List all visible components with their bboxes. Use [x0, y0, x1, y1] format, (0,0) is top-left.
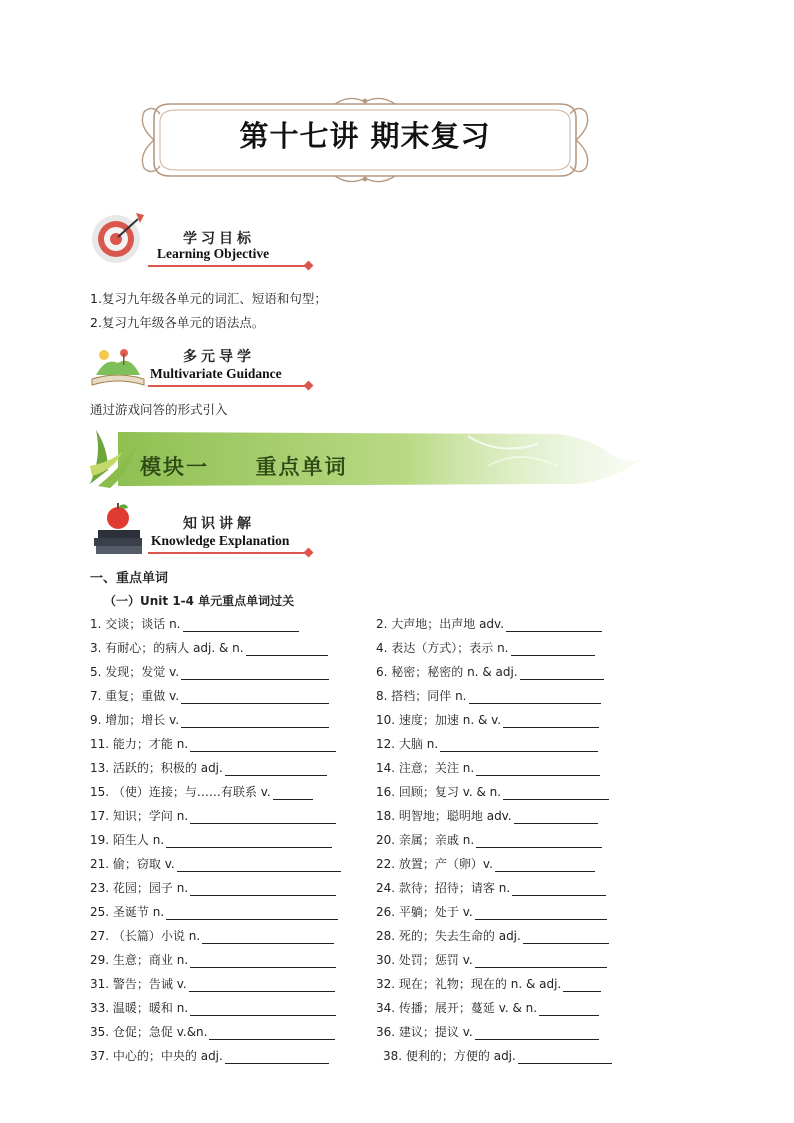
- objective-heading-cn: 学习目标: [183, 231, 255, 247]
- vocab-item: 36. 建议；提议 v.: [376, 1023, 599, 1040]
- answer-blank[interactable]: [190, 955, 336, 968]
- answer-blank[interactable]: [190, 883, 336, 896]
- answer-blank[interactable]: [166, 907, 338, 920]
- vocab-item: 20. 亲属；亲戚 n.: [376, 831, 602, 848]
- answer-blank[interactable]: [475, 1027, 599, 1040]
- answer-blank[interactable]: [475, 955, 607, 968]
- vocab-item: 29. 生意；商业 n.: [90, 951, 336, 968]
- vocab-item: 7. 重复；重做 v.: [90, 687, 329, 704]
- objective-item-1: 1.复习九年级各单元的词汇、短语和句型；: [90, 291, 327, 306]
- vocab-item: 10. 速度；加速 n. & v.: [376, 711, 599, 728]
- vocab-item: 38. 便利的；方便的 adj.: [383, 1047, 612, 1064]
- vocab-item: 13. 活跃的；积极的 adj.: [90, 759, 327, 776]
- guidance-diamond: [304, 381, 314, 391]
- vocab-item: 31. 警告；告诫 v.: [90, 975, 335, 992]
- vocab-item: 22. 放置；产（卵）v.: [376, 855, 595, 872]
- answer-blank[interactable]: [563, 979, 601, 992]
- vocab-item: 24. 款待；招待；请客 n.: [376, 879, 606, 896]
- answer-blank[interactable]: [189, 979, 335, 992]
- module-title: 模块一 重点单词: [140, 454, 348, 479]
- answer-blank[interactable]: [225, 1051, 329, 1064]
- vocab-item: 4. 表达（方式）；表示 n.: [376, 639, 595, 656]
- answer-blank[interactable]: [518, 1051, 612, 1064]
- vocab-item: 9. 增加；增长 v.: [90, 711, 329, 728]
- answer-blank[interactable]: [506, 619, 602, 632]
- answer-blank[interactable]: [511, 643, 595, 656]
- answer-blank[interactable]: [539, 1003, 599, 1016]
- vocab-item: 21. 偷；窃取 v.: [90, 855, 341, 872]
- answer-blank[interactable]: [181, 667, 329, 680]
- book-icon: [88, 343, 148, 389]
- answer-blank[interactable]: [512, 883, 606, 896]
- vocab-item: 6. 秘密；秘密的 n. & adj.: [376, 663, 604, 680]
- vocab-item: 37. 中心的；中央的 adj.: [90, 1047, 329, 1064]
- section-heading: 一、重点单词: [90, 571, 169, 586]
- answer-blank[interactable]: [475, 907, 607, 920]
- vocab-item: 1. 交谈；谈话 n.: [90, 615, 299, 632]
- answer-blank[interactable]: [469, 691, 601, 704]
- answer-blank[interactable]: [181, 715, 329, 728]
- answer-blank[interactable]: [181, 691, 329, 704]
- guidance-heading-cn: 多元导学: [183, 349, 255, 365]
- apple-books-icon: [92, 500, 146, 558]
- answer-blank[interactable]: [183, 619, 299, 632]
- guidance-text: 通过游戏问答的形式引入: [90, 402, 228, 417]
- vocab-item: 30. 处罚；惩罚 v.: [376, 951, 607, 968]
- vocab-item: 32. 现在；礼物；现在的 n. & adj.: [376, 975, 601, 992]
- answer-blank[interactable]: [520, 667, 604, 680]
- answer-blank[interactable]: [209, 1027, 335, 1040]
- vocab-item: 27. （长篇）小说 n.: [90, 927, 334, 944]
- vocab-item: 17. 知识；学问 n.: [90, 807, 336, 824]
- vocab-item: 23. 花园；园子 n.: [90, 879, 336, 896]
- vocab-item: 28. 死的；失去生命的 adj.: [376, 927, 609, 944]
- answer-blank[interactable]: [273, 787, 313, 800]
- answer-blank[interactable]: [514, 811, 598, 824]
- target-icon: [88, 205, 148, 267]
- vocab-item: 3. 有耐心；的病人 adj. & n.: [90, 639, 328, 656]
- vocab-item: 15. （使）连接；与……有联系 v.: [90, 783, 313, 800]
- vocab-item: 19. 陌生人 n.: [90, 831, 332, 848]
- answer-blank[interactable]: [246, 643, 328, 656]
- vocab-item: 11. 能力；才能 n.: [90, 735, 336, 752]
- answer-blank[interactable]: [476, 763, 600, 776]
- answer-blank[interactable]: [523, 931, 609, 944]
- answer-blank[interactable]: [495, 859, 595, 872]
- knowledge-heading-en: Knowledge Explanation: [151, 533, 290, 548]
- knowledge-heading-cn: 知识讲解: [183, 516, 255, 532]
- vocab-item: 34. 传播；展开；蔓延 v. & n.: [376, 999, 599, 1016]
- objective-item-2: 2.复习九年级各单元的语法点。: [90, 315, 265, 330]
- vocab-item: 18. 明智地；聪明地 adv.: [376, 807, 598, 824]
- vocab-item: 5. 发现；发觉 v.: [90, 663, 329, 680]
- answer-blank[interactable]: [503, 787, 609, 800]
- answer-blank[interactable]: [190, 1003, 336, 1016]
- objective-heading-en: Learning Objective: [157, 246, 270, 261]
- vocab-item: 16. 回顾；复习 v. & n.: [376, 783, 609, 800]
- vocab-item: 12. 大脑 n.: [376, 735, 598, 752]
- objective-diamond: [304, 261, 314, 271]
- guidance-heading-en: Multivariate Guidance: [150, 366, 282, 381]
- answer-blank[interactable]: [177, 859, 341, 872]
- answer-blank[interactable]: [202, 931, 334, 944]
- answer-blank[interactable]: [476, 835, 602, 848]
- knowledge-underline: [148, 552, 308, 554]
- answer-blank[interactable]: [503, 715, 599, 728]
- answer-blank[interactable]: [190, 811, 336, 824]
- answer-blank[interactable]: [225, 763, 327, 776]
- vocab-item: 25. 圣诞节 n.: [90, 903, 338, 920]
- subsection-heading: （一）Unit 1-4 单元重点单词过关: [104, 594, 295, 608]
- page-title: 第十七讲 期末复习: [239, 119, 491, 153]
- vocab-item: 35. 仓促；急促 v.&n.: [90, 1023, 335, 1040]
- knowledge-diamond: [304, 548, 314, 558]
- objective-underline: [148, 265, 308, 267]
- vocab-item: 33. 温暖；暖和 n.: [90, 999, 336, 1016]
- vocab-item: 2. 大声地；出声地 adv.: [376, 615, 602, 632]
- guidance-underline: [148, 385, 308, 387]
- answer-blank[interactable]: [190, 739, 336, 752]
- vocab-item: 8. 搭档；同伴 n.: [376, 687, 601, 704]
- answer-blank[interactable]: [440, 739, 598, 752]
- answer-blank[interactable]: [166, 835, 332, 848]
- vocab-item: 26. 平躺；处于 v.: [376, 903, 607, 920]
- vocab-item: 14. 注意；关注 n.: [376, 759, 600, 776]
